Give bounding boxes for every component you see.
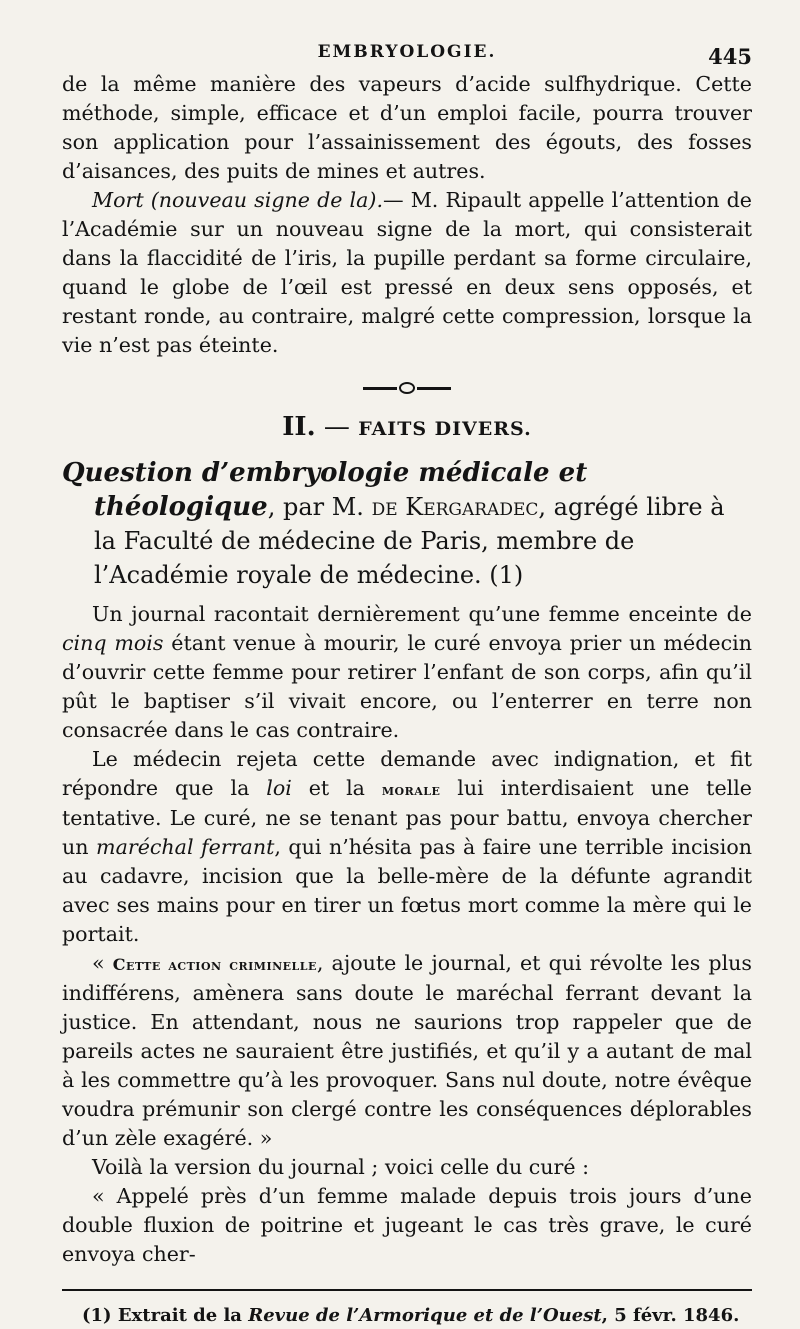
text-run: , ajoute le journal, et qui révolte les plus indifférens, amènera sans doute le maréchal ferrant devant la justice. En attendant, nous ne saurions trop rappeler que de pareils actes ne sauraient être justifiés, et qu’il y a autant de mal à les commettre qu’à les provoquer. Sans nul doute, notre évêque voudra prémunir son clergé contre les conséquences déplorables d’un zèle exagéré. » bbox=[62, 951, 752, 1150]
text-run: étant venue à mourir, le curé envoya prier un médecin d’ouvrir cette femme pour retirer l’enfant de son corps, afin qu’il pût le baptiser s’il vivait encore, ou l’enterrer en terre non consacrée dans le cas contraire. bbox=[62, 631, 752, 742]
paragraph-disinfection bbox=[62, 70, 752, 186]
footnote-rule bbox=[62, 1289, 752, 1291]
small-caps-run: morale bbox=[381, 780, 441, 799]
text-run: Un journal racontait dernièrement qu’une femme enceinte de bbox=[92, 602, 752, 626]
footnote bbox=[62, 1303, 752, 1329]
author-credentials: , agrégé libre à la Faculté de médecine de Paris, membre de l’Académie royale de médecine. (1) bbox=[94, 493, 725, 589]
paragraph-doctor-refusal bbox=[62, 745, 752, 949]
text-run: Extrait de la bbox=[111, 1305, 249, 1326]
text-run: , qui n’hésita pas à faire une terrible incision au cadavre, incision que la belle-mère de la défunte agrandit avec ses mains pour en tirer un fœtus mort comme la mère qui le portait. bbox=[62, 835, 752, 946]
small-caps-run: Cette action criminelle bbox=[112, 955, 317, 974]
section-ornament bbox=[62, 374, 752, 402]
paragraph-text: « Appelé près d’un femme malade depuis trois jours d’une double fluxion de poitrine et jugeant le cas très grave, le curé envoya cher- bbox=[62, 1184, 752, 1266]
italic-run: loi bbox=[266, 776, 292, 800]
running-head bbox=[62, 30, 752, 70]
paragraph-transition bbox=[62, 1153, 752, 1182]
paragraph-cure-version bbox=[62, 1182, 752, 1269]
italic-run: cinq mois bbox=[62, 631, 164, 655]
ornament-line-left bbox=[363, 387, 397, 390]
section-heading bbox=[62, 410, 752, 446]
author-name: Kergaradec bbox=[405, 493, 539, 521]
text-run: , 5 févr. 1846. bbox=[601, 1305, 740, 1326]
text-run: lui interdisaient une telle tentative. Le curé, ne se tenant pas pour battu, envoya chercher un bbox=[62, 776, 752, 859]
page-number: 445 bbox=[708, 44, 752, 69]
footnote-mark: (1) bbox=[82, 1305, 112, 1326]
paragraph-text: de la même manière des vapeurs d’acide sulfhydrique. Cette méthode, simple, efficace et d’un emploi facile, pourra trouver son application pour l’assainissement des égouts, des fosses d’aisances, des puits de mines et autres. bbox=[62, 72, 752, 183]
article-byline-prefix: , par M. bbox=[267, 493, 364, 521]
article-title: Question d’embryologie médicale et théologique bbox=[62, 458, 588, 522]
ornament-loop bbox=[399, 382, 415, 394]
author-particle: de bbox=[371, 493, 398, 521]
section-title: FAITS DIVERS. bbox=[358, 418, 532, 440]
page bbox=[62, 30, 752, 1329]
section-dash: — bbox=[323, 412, 350, 442]
entry-heading: Mort (nouveau signe de la). bbox=[92, 188, 383, 212]
quote-open: « bbox=[92, 951, 113, 975]
ornament-line-right bbox=[417, 387, 451, 390]
paragraph-sign-of-death bbox=[62, 186, 752, 360]
paragraph-journal-quote bbox=[62, 949, 752, 1153]
text-run: Le médecin rejeta cette demande avec indignation, et fit répondre que la bbox=[62, 747, 752, 800]
journal-title: Revue de l’Armorique et de l’Ouest bbox=[248, 1305, 602, 1326]
paragraph-journal-report bbox=[62, 600, 752, 745]
text-run: et la bbox=[291, 776, 382, 800]
running-head-title: EMBRYOLOGIE. bbox=[317, 42, 497, 62]
paragraph-text: Voilà la version du journal ; voici celle du curé : bbox=[92, 1155, 590, 1179]
article-heading bbox=[62, 456, 752, 592]
section-number: II. bbox=[282, 412, 316, 442]
italic-run: maréchal ferrant bbox=[96, 835, 275, 859]
paragraph-text: — M. Ripault appelle l’attention de l’Académie sur un nouveau signe de la mort, qui consisterait dans la flaccidité de l’iris, la pupille perdant sa forme circulaire, quand le globe de l’œil est pressé en deux sens opposés, et restant ronde, au contraire, malgré cette compression, lorsque la vie n’est pas éteinte. bbox=[62, 188, 752, 357]
